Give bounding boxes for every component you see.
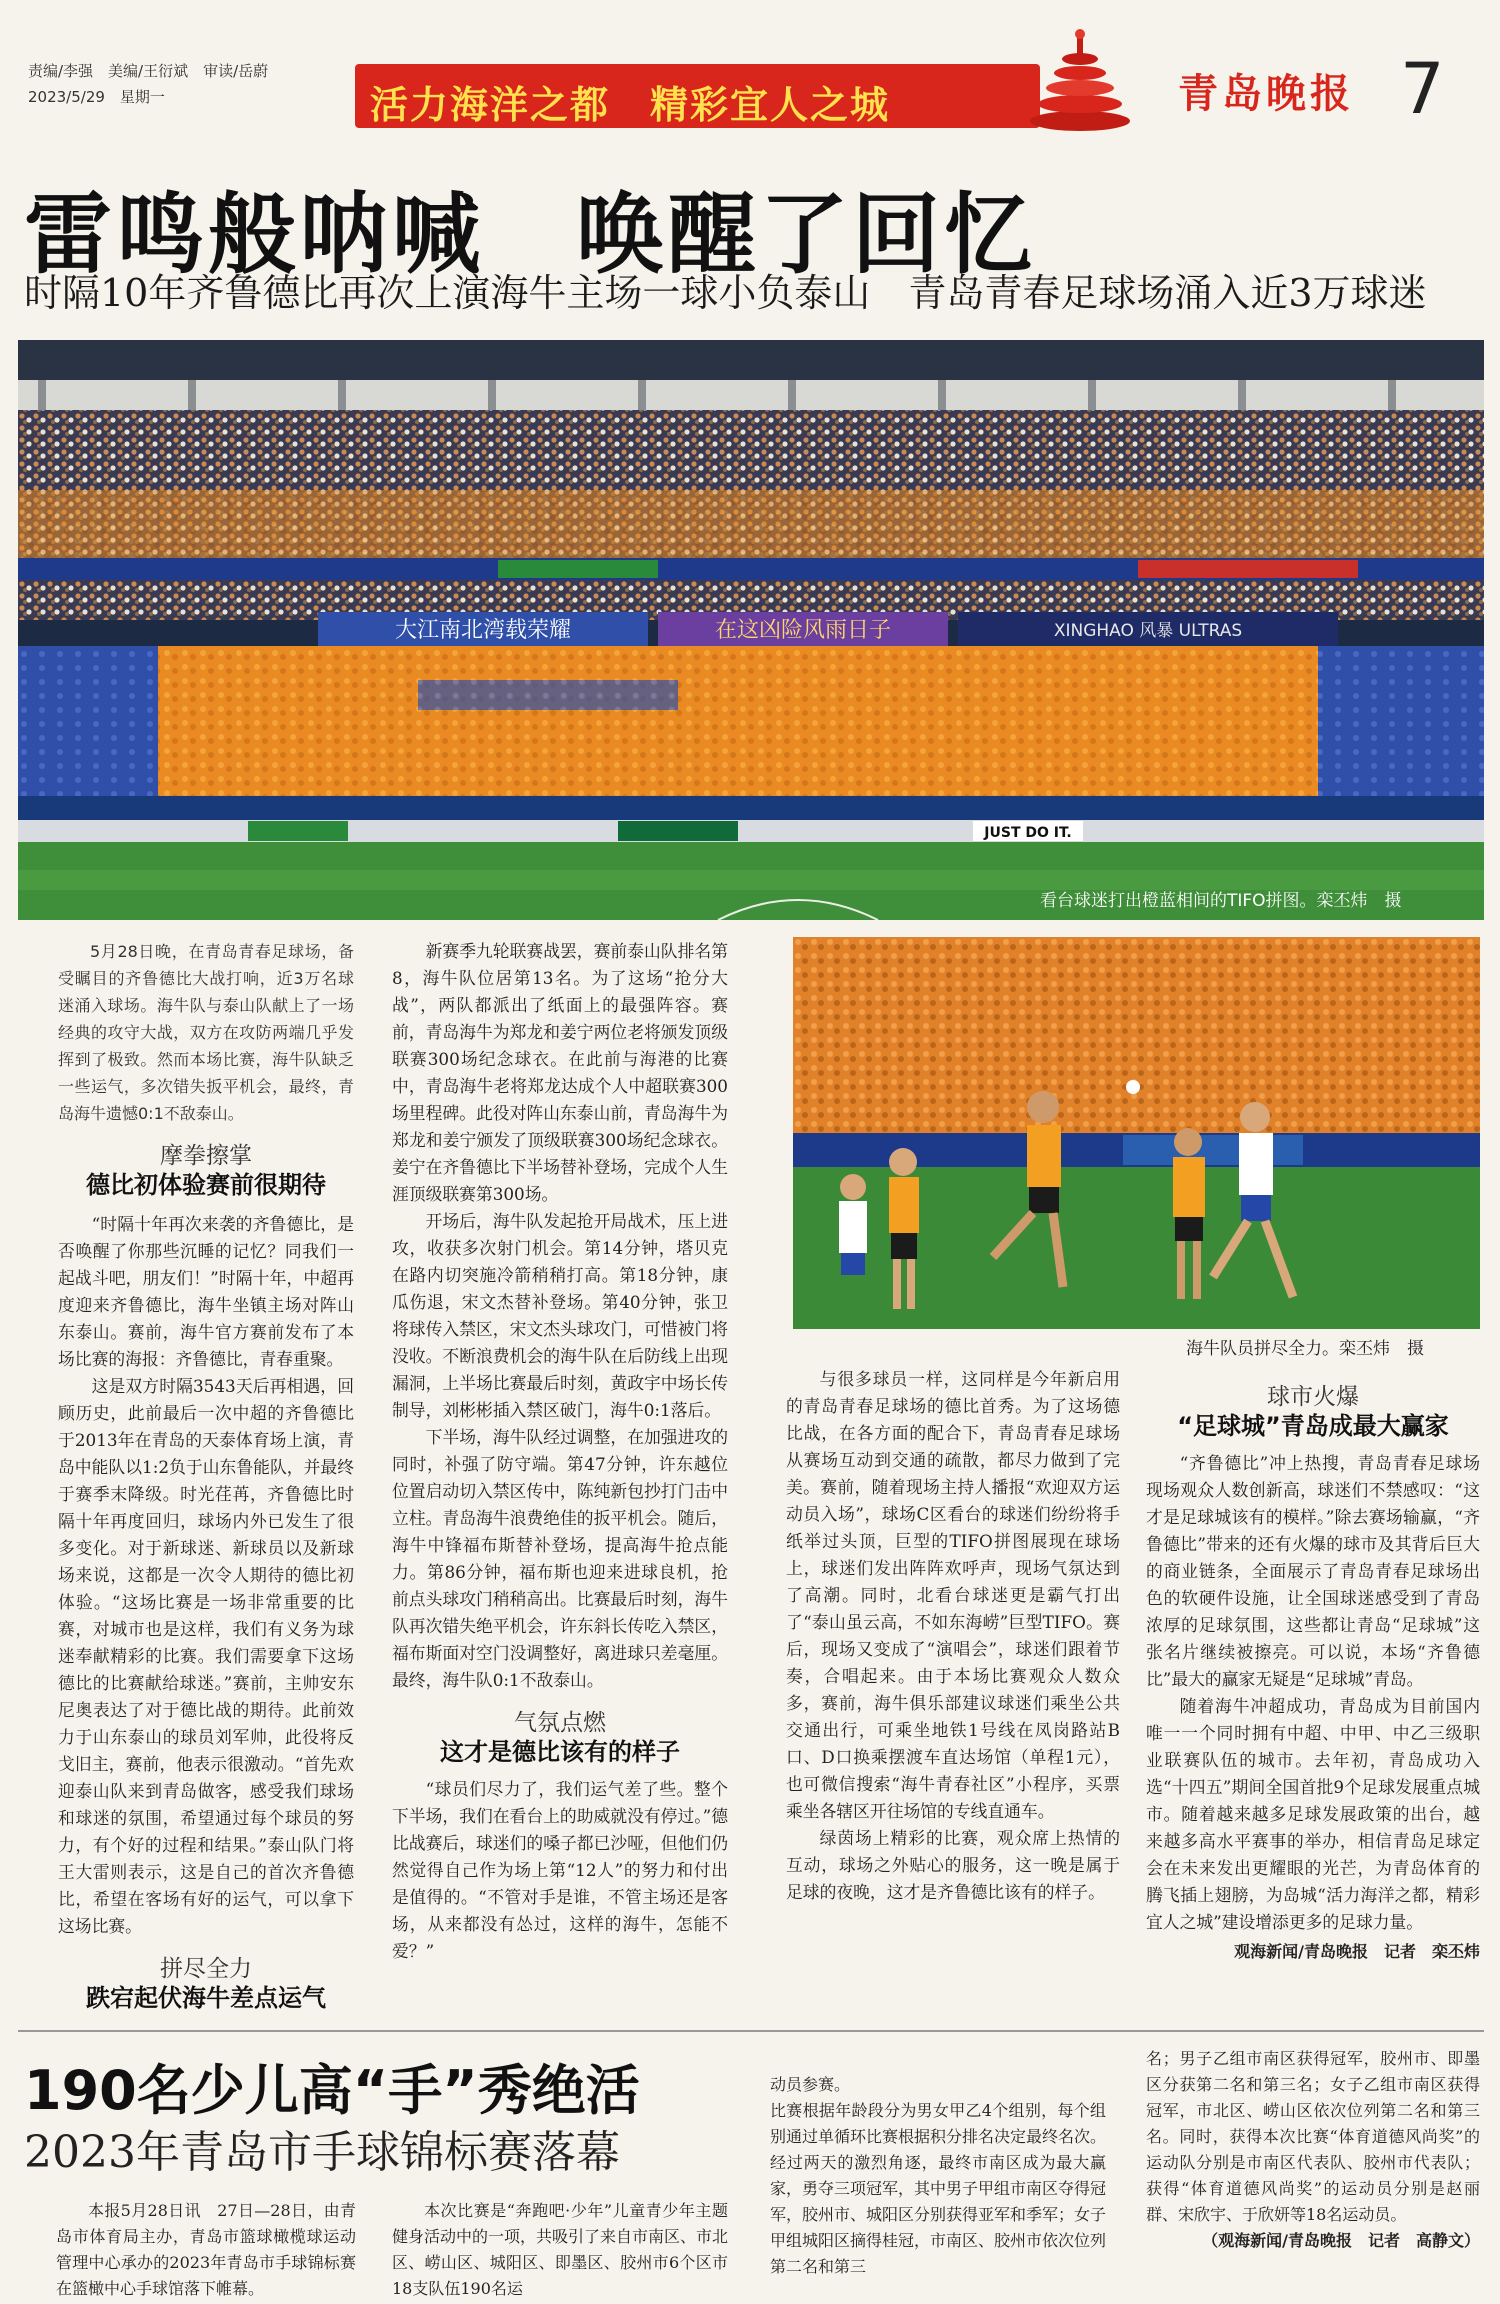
page-number: 7	[1400, 48, 1445, 130]
reporter-credit: 观海新闻/青岛晚报 记者 栾丕炜	[1234, 1942, 1480, 1961]
handball-column-4	[1146, 2046, 1480, 2254]
board-text: JUST DO IT.	[984, 825, 1072, 841]
article-paragraph: 下半场，海牛队经过调整，在加强进攻的同时，补强了防守端。第47分钟，许东越位位置启动切入禁区传中，陈纯新包抄打门击中立柱。青岛海牛浪费绝佳的扳平机会。随后，海牛中锋福布斯替补登场，提高海牛抢点能力。第86分钟，福布斯也迎来进球良机，抢前点头球攻门稍稍高出。比赛最后时刻，海牛队再次错失绝平机会，许东斜长传吃入禁区，福布斯面对空门没调整好，离进球只差毫厘。最终，海牛队0:1不敌泰山。	[392, 1427, 728, 1690]
side-photo-caption: 海牛队员拼尽全力。栾丕炜 摄	[1186, 1339, 1424, 1359]
section-heading-3: 这才是德比该有的样子	[440, 1738, 680, 1766]
article-paragraph: 开场后，海牛队发起抢开局战术，压上进攻，收获多次射门机会。第14分钟，塔贝克在路内切突施冷箭稍稍打高。第18分钟，康瓜伤退，宋文杰替补登场。第40分钟，张卫将球传入禁区，宋文杰头球攻门，可惜被门将没收。不断浪费机会的海牛队在后防线上出现漏洞，上半场比赛最后时刻，黄政宇中场长传制导，刘彬彬插入禁区破门，海牛0:1落后。	[392, 1211, 728, 1420]
tower-logo-icon	[1020, 26, 1140, 136]
editor-credits: 责编/李强 美编/王衍斌 审读/岳蔚	[28, 62, 269, 80]
section-divider	[18, 2030, 1484, 2032]
masthead-logo: 青岛晚报	[1178, 70, 1354, 117]
handball-subheadline: 2023年青岛市手球锦标赛落幕	[24, 2127, 620, 2178]
handball-column-3	[770, 2046, 1106, 2304]
section-kicker-4: 球市火爆	[1267, 1384, 1359, 1410]
column-1	[58, 938, 354, 2022]
banner-text-3: XINGHAO 风暴 ULTRAS	[1053, 621, 1243, 641]
article-paragraph: 新赛季九轮联赛战罢，赛前泰山队排名第8，海牛队位居第13名。为了这场“抢分大战”，两队都派出了纸面上的最强阵容。赛前，青岛海牛为郑龙和姜宁两位老将颁发顶级联赛300场纪念球衣。在此前与海港的比赛中，青岛海牛老将郑龙达成个人中超联赛300场里程碑。此役对阵山东泰山前，青岛海牛为郑龙和姜宁颁发了顶级联赛300场纪念球衣。姜宁在齐鲁德比下半场替补登场，完成个人生涯顶级联赛第300场。	[392, 941, 728, 1204]
handball-credit: （观海新闻/青岛晚报 记者 高静文）	[1202, 2231, 1480, 2250]
handball-column-2	[392, 2198, 728, 2302]
stadium-illustration	[18, 340, 1484, 920]
article-paragraph: 名；男子乙组市南区获得冠军，胶州市、即墨区分获第二名和第三名；女子乙组市南区获得冠军，市北区、崂山区依次位列第二名和第三名。同时，获得本次比赛“体育道德风尚奖”的运动队分别是市南区代表队、胶州市代表队；获得“体育道德风尚奖”的运动员分别是赵丽群、宋欣宇、于欣妍等18名运动员。	[1146, 2049, 1480, 2224]
column-4	[1146, 1384, 1480, 1965]
stadium-tifo-photo	[18, 340, 1484, 920]
article-paragraph: 本次比赛是“奔跑吧·少年”儿童青少年主题健身活动中的一项，共吸引了来自市南区、市北区、崂山区、城阳区、即墨区、胶州市6个区市18支队伍190名运	[392, 2201, 729, 2298]
banner-text-2: 在这凶险风雨日子	[714, 618, 892, 643]
article-paragraph: “齐鲁德比”冲上热搜，青岛青春足球场现场观众人数创新高，球迷们不禁感叹：“这才是足球城该有的模样。”除去赛场输赢，“齐鲁德比”带来的还有火爆的球市及其背后巨大的商业链条，全面展示了青岛青春足球场出色的软硬件设施，让全国球迷感受到了青岛浓厚的足球氛围，这些都让青岛“足球城”这张名片继续被擦亮。可以说，本场“齐鲁德比”最大的赢家无疑是“足球城”青岛。	[1146, 1453, 1480, 1689]
page-meta	[28, 58, 358, 110]
article-paragraph: “球员们尽力了，我们运气差了些。整个下半场，我们在看台上的助威就没有停过。”德比战赛后，球迷们的嗓子都已沙哑，但他们仍然觉得自己作为场上第“12人”的努力和付出是值得的。“不管对手是谁，不管主场还是客场，从来都没有怂过，这样的海牛，怎能不爱？”	[392, 1779, 728, 1961]
section-kicker-1: 摩拳擦掌	[160, 1143, 252, 1169]
article-paragraph: 与很多球员一样，这同样是今年新启用的青岛青春足球场的德比首秀。为了这场德比战，在各方面的配合下，青岛青春足球场从赛场互动到交通的疏散，都尽力做到了完美。赛前，随着现场主持人播报“欢迎双方运动员入场”，球场C区看台的球迷们纷纷将手纸举过头顶，巨型的TIFO拼图展现在球场上，球迷们发出阵阵欢呼声，现场气氛达到了高潮。同时，北看台球迷更是霸气打出了“泰山虽云高，不如东海崂”巨型TIFO。赛后，现场又变成了“演唱会”，球迷们跟着节奏，合唱起来。由于本场比赛观众人数众多，赛前，海牛俱乐部建议球迷们乘坐公共交通出行，可乘坐地铁1号线在凤岗路站B口、D口换乘摆渡车直达场馆（单程1元），也可微信搜索“海牛青春社区”小程序，买票乘坐各辖区开往场馆的专线直通车。	[786, 1369, 1120, 1821]
article-paragraph: 这是双方时隔3543天后再相遇，回顾历史，此前最后一次中超的齐鲁德比于2013年在青岛的天泰体育场上演，青岛中能队以1:2负于山东鲁能队，并最终于赛季末降级。时光荏苒，齐鲁德比时隔十年再度回归，球场内外已发生了很多变化。对于新球迷、新球员以及新球场来说，这都是一次令人期待的德比初体验。“这场比赛是一场非常重要的比赛，对城市也是这样，我们有义务为球迷奉献精彩的比赛。我们需要拿下这场德比的比赛献给球迷。”赛前，主帅安东尼奥表达了对于德比战的期待。此前效力于山东泰山的球员刘军帅，此役将反戈旧主，赛前，他表示很激动。“首先欢迎泰山队来到青岛做客，感受我们球场和球迷的氛围，希望通过每个球员的努力，有个好的过程和结果。”泰山队门将王大雷则表示，这是自己的首次齐鲁德比，希望在客场有好的运气，可以拿下这场比赛。	[58, 1376, 354, 1936]
article-paragraph: 随着海牛冲超成功，青岛成为目前国内唯一一个同时拥有中超、中甲、中乙三级职业联赛队伍的城市。去年初，青岛成功入选“十四五”期间全国首批9个足球发展重点城市。随着越来越多足球发展政策的出台，越来越多高水平赛事的举办，相信青岛足球定会在未来发出更耀眼的光芒，为青岛体育的腾飞插上翅膀，为岛城“活力海洋之都，精彩宜人之城”建设增添更多的足球力量。	[1146, 1696, 1480, 1932]
slogan-text: 活力海洋之都 精彩宜人之城	[370, 83, 891, 127]
section-heading-4: “足球城”青岛成最大赢家	[1177, 1412, 1449, 1440]
article-paragraph: 绿茵场上精彩的比赛，观众席上热情的互动，球场之外贴心的服务，这一晚是属于足球的夜晚，这才是齐鲁德比该有的样子。	[786, 1828, 1120, 1902]
column-3	[786, 1366, 1120, 1906]
main-subheadline: 时隔10年齐鲁德比再次上演海牛主场一球小负泰山 青岛青春足球场涌入近3万球迷	[24, 271, 1427, 315]
match-illustration	[793, 937, 1480, 1329]
handball-column-1	[56, 2198, 356, 2302]
main-photo-caption: 看台球迷打出橙蓝相间的TIFO拼图。栾丕炜 摄	[1040, 891, 1402, 911]
article-paragraph: 动员参赛。 比赛根据年龄段分为男女甲乙4个组别，每个组别通过单循环比赛根据积分排名决定最终名次。经过两天的激烈角逐，最终市南区成为最大赢家，勇夺三项冠军，其中男子甲组市南区夺得冠军，胶州市、城阳区分别获得亚军和季军；女子甲组城阳区摘得桂冠，市南区、胶州市依次位列第二名和第三	[770, 2075, 1107, 2276]
main-headline: 雷鸣般呐喊 唤醒了回忆	[24, 183, 1037, 286]
banner-text-1: 大江南北湾载荣耀	[394, 618, 572, 643]
column-2	[392, 938, 728, 1965]
handball-headline: 190名少儿高“手”秀绝活	[24, 2059, 640, 2122]
issue-date: 2023/5/29 星期一	[28, 88, 165, 106]
article-paragraph: 本报5月28日讯 27日—28日，由青岛市体育局主办，青岛市篮球橄榄球运动管理中心承办的2023年青岛市手球锦标赛在篮橄中心手球馆落下帷幕。	[56, 2201, 356, 2298]
section-kicker-2: 拼尽全力	[160, 1956, 252, 1982]
players-photo	[793, 937, 1480, 1329]
section-heading-2: 跌宕起伏海牛差点运气	[86, 1984, 326, 2012]
lead-paragraph: 5月28日晚，在青岛青春足球场，备受瞩目的齐鲁德比大战打响，近3万名球迷涌入球场。海牛队与泰山队献上了一场经典的攻守大战，双方在攻防两端几乎发挥到了极致。然而本场比赛，海牛队缺乏一些运气，多次错失扳平机会，最终，青岛海牛遗憾0:1不敌泰山。	[58, 942, 354, 1123]
section-kicker-3: 气氛点燃	[514, 1710, 606, 1736]
article-paragraph: “时隔十年再次来袭的齐鲁德比，是否唤醒了你那些沉睡的记忆？同我们一起战斗吧，朋友们！”时隔十年，中超再度迎来齐鲁德比，海牛坐镇主场对阵山东泰山。赛前，海牛官方赛前发布了本场比赛的海报：齐鲁德比，青春重聚。	[58, 1214, 354, 1369]
section-heading-1: 德比初体验赛前很期待	[86, 1171, 326, 1199]
